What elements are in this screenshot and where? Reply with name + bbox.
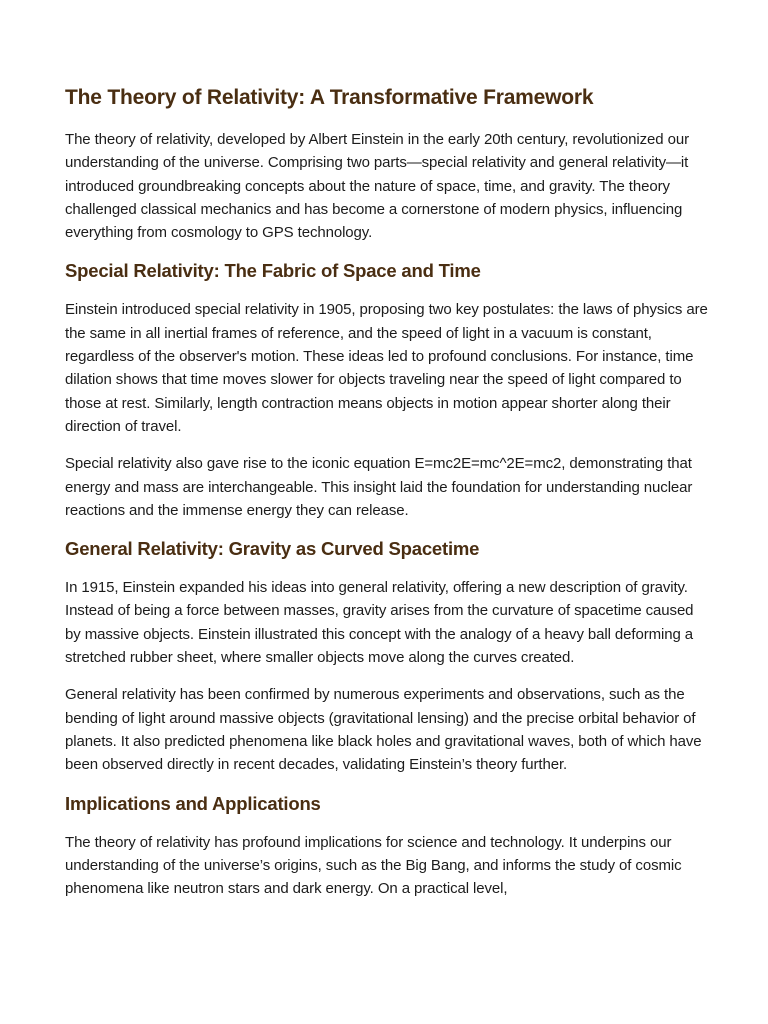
general-relativity-paragraph-1: In 1915, Einstein expanded his ideas into general relativity, offering a new description of gravity. Instead of being a force between masses, gravity arises from the curvature of spacetime caused by massive objects. Einstein illustrated this concept with the analogy of a heavy ball deforming a stretched rubber sheet, where smaller objects move along the curves created. [65,579,694,667]
special-relativity-paragraph-2: Special relativity also gave rise to the iconic equation E=mc2E=mc^2E=mc2, demonstrating that energy and mass are interchangeable. This insight laid the foundation for understanding nuclear reactions and the immense energy they can release. [65,455,693,519]
section-heading-implications: Implications and Applications [65,792,321,814]
general-relativity-paragraph-2: General relativity has been confirmed by numerous experiments and observations, such as the bending of light around massive objects (gravitational lensing) and the precise orbital behavior of planets. It also predicted phenomena like black holes and gravitational waves, both of which have been observed directly in recent decades, validating Einstein’s theory further. [65,686,702,774]
special-relativity-paragraph-1: Einstein introduced special relativity in 1905, proposing two key postulates: the laws of physics are the same in all inertial frames of reference, and the speed of light in a vacuum is constant, regardless of the observer's motion. These ideas led to profound conclusions. For instance, time dilation shows that time moves slower for objects traveling near the speed of light compared to those at rest. Similarly, length contraction means objects in motion appear shorter along their direction of travel. [65,301,708,435]
document-page [65,84,710,914]
intro-paragraph: The theory of relativity, developed by Albert Einstein in the early 20th century, revolutionized our understanding of the universe. Comprising two parts—special relativity and general relativity—it introduced groundbreaking concepts about the nature of space, time, and gravity. The theory challenged classical mechanics and has become a cornerstone of modern physics, influencing everything from cosmology to GPS technology. [65,131,689,242]
document-title: The Theory of Relativity: A Transformative Framework [65,86,594,109]
implications-paragraph-1: The theory of relativity has profound implications for science and technology. It underpins our understanding of the universe’s origins, such as the Big Bang, and informs the study of cosmic phenomena like neutron stars and dark energy. On a practical level, [65,833,682,898]
section-heading-special-relativity: Special Relativity: The Fabric of Space and Time [65,260,481,282]
section-heading-general-relativity: General Relativity: Gravity as Curved Spacetime [65,538,480,560]
